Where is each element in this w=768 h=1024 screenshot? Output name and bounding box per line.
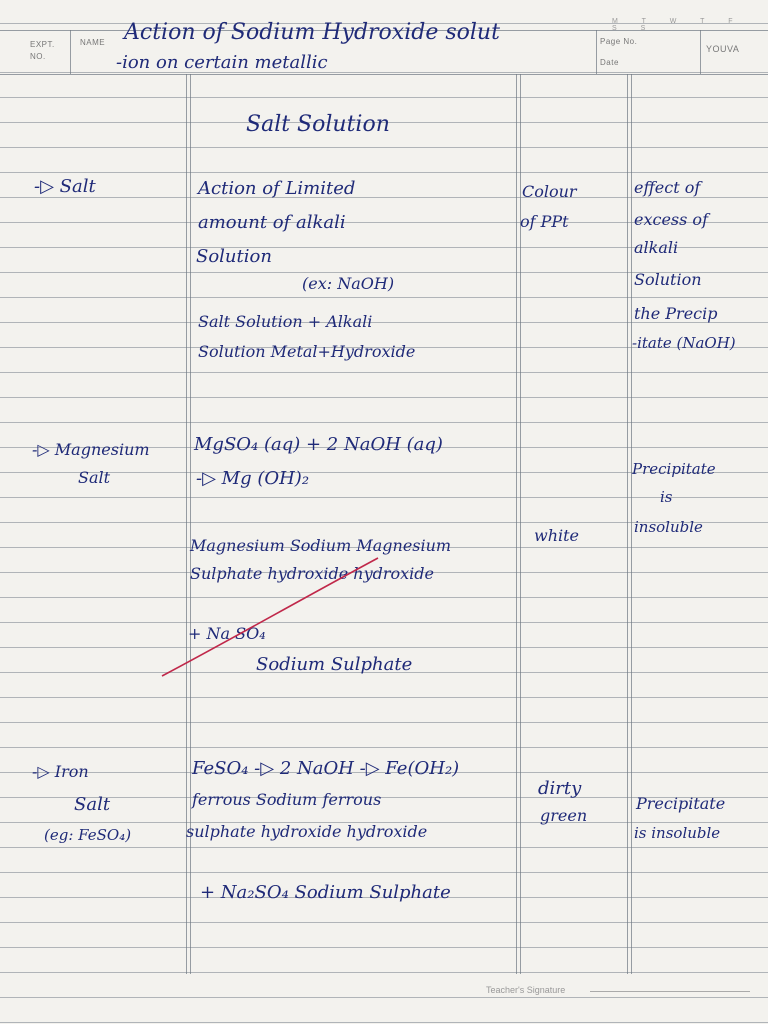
magnesium-equation-line-1: MgSO₄ (aq) + 2 NaOH (aq): [194, 434, 443, 455]
iron-equation-line-2: ferrous Sodium ferrous: [192, 790, 382, 809]
iron-effect-line-2: is insoluble: [634, 824, 721, 842]
magnesium-salt-line-1: -▷ Magnesium: [32, 440, 150, 459]
magnesium-equation-line-4: Sulphate hydroxide hydroxide: [190, 564, 434, 583]
magnesium-effect-line-1: Precipitate: [632, 460, 716, 478]
action-header-line-6: Solution Metal+Hydroxide: [198, 342, 416, 361]
effect-header-line-6: -itate (NaOH): [632, 334, 736, 352]
action-header-line-3: Solution: [196, 246, 272, 267]
magnesium-salt-line-2: Salt: [78, 468, 111, 487]
magnesium-equation-line-6: Sodium Sulphate: [256, 654, 413, 675]
effect-header-line-2: excess of: [634, 210, 708, 229]
salt-column-header: -▷ Salt: [34, 176, 96, 197]
weekday-strip: M T W T F S S: [612, 18, 744, 32]
page-no-label: Page No.: [600, 37, 638, 46]
iron-colour-line-1: dirty: [538, 778, 582, 799]
magnesium-equation-line-3: Magnesium Sodium Magnesium: [190, 536, 452, 555]
expt-label: EXPT.: [30, 40, 55, 49]
title-line-1: Action of Sodium Hydroxide solut: [124, 20, 500, 45]
iron-salt-line-1: -▷ Iron: [32, 762, 89, 781]
action-header-line-1: Action of Limited: [198, 178, 356, 199]
magnesium-effect-line-3: insoluble: [634, 518, 703, 536]
action-header-line-5: Salt Solution + Alkali: [198, 312, 373, 331]
iron-equation-line-1: FeSO₄ -▷ 2 NaOH -▷ Fe(OH₂): [192, 758, 460, 779]
magnesium-colour: white: [534, 526, 580, 545]
teacher-signature-line: [590, 991, 750, 992]
iron-salt-line-2: Salt: [74, 794, 111, 815]
magnesium-equation-line-2: -▷ Mg (OH)₂: [196, 468, 310, 489]
name-label: NAME: [80, 38, 106, 47]
iron-salt-line-3: (eg: FeSO₄): [44, 826, 132, 844]
date-label: Date: [600, 58, 619, 67]
iron-equation-line-3: sulphate hydroxide hydroxide: [186, 822, 428, 841]
teacher-signature-label: Teacher's Signature: [486, 985, 566, 995]
title-line-3: Salt Solution: [246, 112, 390, 137]
no-label: NO.: [30, 52, 46, 61]
title-line-2: -ion on certain metallic: [116, 52, 328, 73]
effect-header-line-4: Solution: [634, 270, 702, 289]
brand-logo: YOUVA: [706, 44, 740, 54]
colour-header-line-2: of PPt: [520, 212, 569, 231]
iron-equation-line-4: + Na₂SO₄ Sodium Sulphate: [200, 882, 451, 903]
action-header-line-2: amount of alkali: [198, 212, 346, 233]
colour-header-line-1: Colour: [522, 182, 577, 201]
effect-header-line-3: alkali: [634, 238, 679, 257]
iron-colour-line-2: green: [540, 806, 588, 825]
effect-header-line-5: the Precip: [634, 304, 718, 323]
iron-effect-line-1: Precipitate: [636, 794, 726, 813]
action-header-line-4: (ex: NaOH): [302, 274, 395, 293]
magnesium-equation-line-5: + Na SO₄: [188, 624, 266, 643]
effect-header-line-1: effect of: [634, 178, 701, 197]
magnesium-effect-line-2: is: [660, 488, 673, 506]
